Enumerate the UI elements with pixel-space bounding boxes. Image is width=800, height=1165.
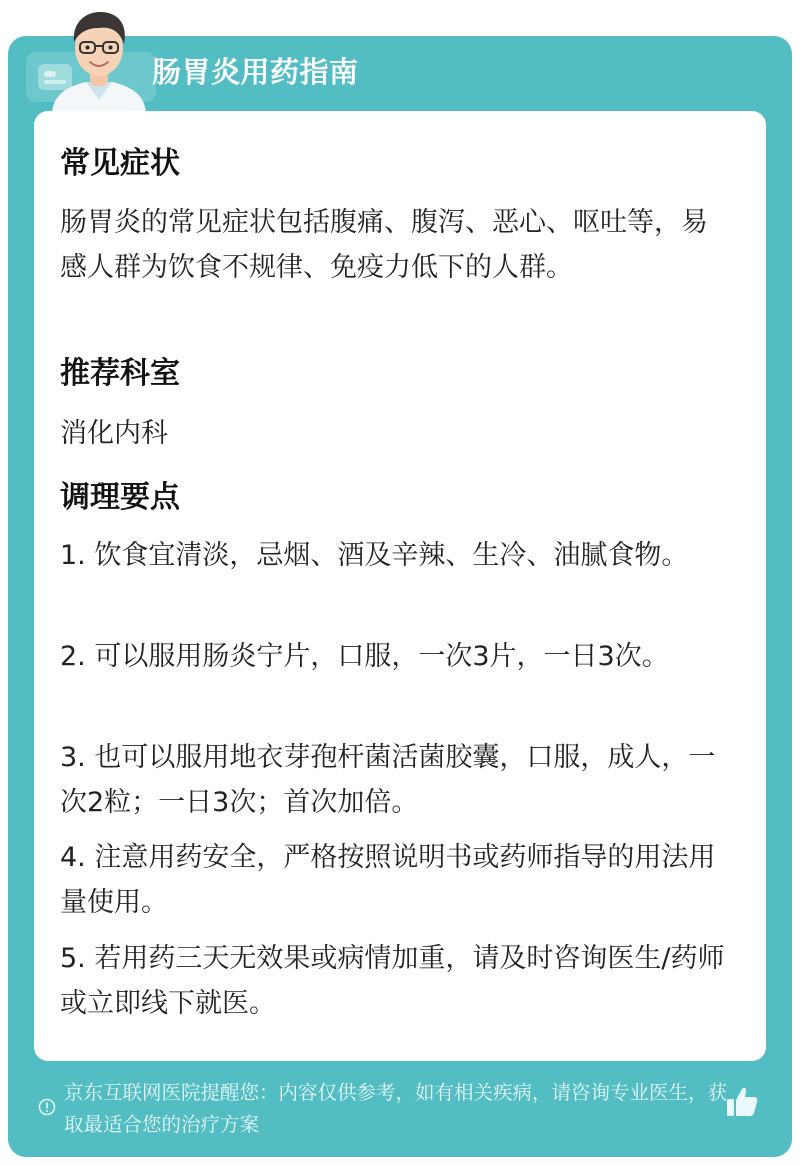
section-title-care: 调理要点 — [60, 480, 180, 515]
care-item-1: 1. 饮食宜清淡，忌烟、酒及辛辣、生冷、油腻食物。 — [60, 540, 689, 571]
thumbs-up-icon[interactable] — [724, 1084, 760, 1120]
section-title-symptoms: 常见症状 — [60, 146, 180, 181]
care-item-4: 4. 注意用药安全，严格按照说明书或药师指导的用法用量使用。 — [60, 842, 716, 918]
care-item-2: 2. 可以服用肠炎宁片，口服，一次3片，一日3次。 — [60, 641, 669, 672]
doctor-avatar — [46, 4, 152, 112]
care-item-5: 5. 若用药三天无效果或病情加重，请及时咨询医生/药师或立即线下就医。 — [60, 943, 725, 1019]
symptoms-text: 肠胃炎的常见症状包括腹痛、腹泻、恶心、呕吐等，易感人群为饮食不规律、免疫力低下的人群。 — [60, 207, 708, 283]
care-item-3: 3. 也可以服用地衣芽孢杆菌活菌胶囊，口服，成人，一次2粒；一日3次；首次加倍。 — [60, 742, 716, 818]
info-icon — [38, 1098, 56, 1116]
disclaimer-note: 京东互联网医院提醒您：内容仅供参考，如有相关疾病，请咨询专业医生，获取最适合您的治疗方案 — [64, 1081, 728, 1136]
page-title: 肠胃炎用药指南 — [152, 55, 359, 89]
section-title-department: 推荐科室 — [60, 356, 180, 391]
department-text: 消化内科 — [60, 418, 168, 449]
